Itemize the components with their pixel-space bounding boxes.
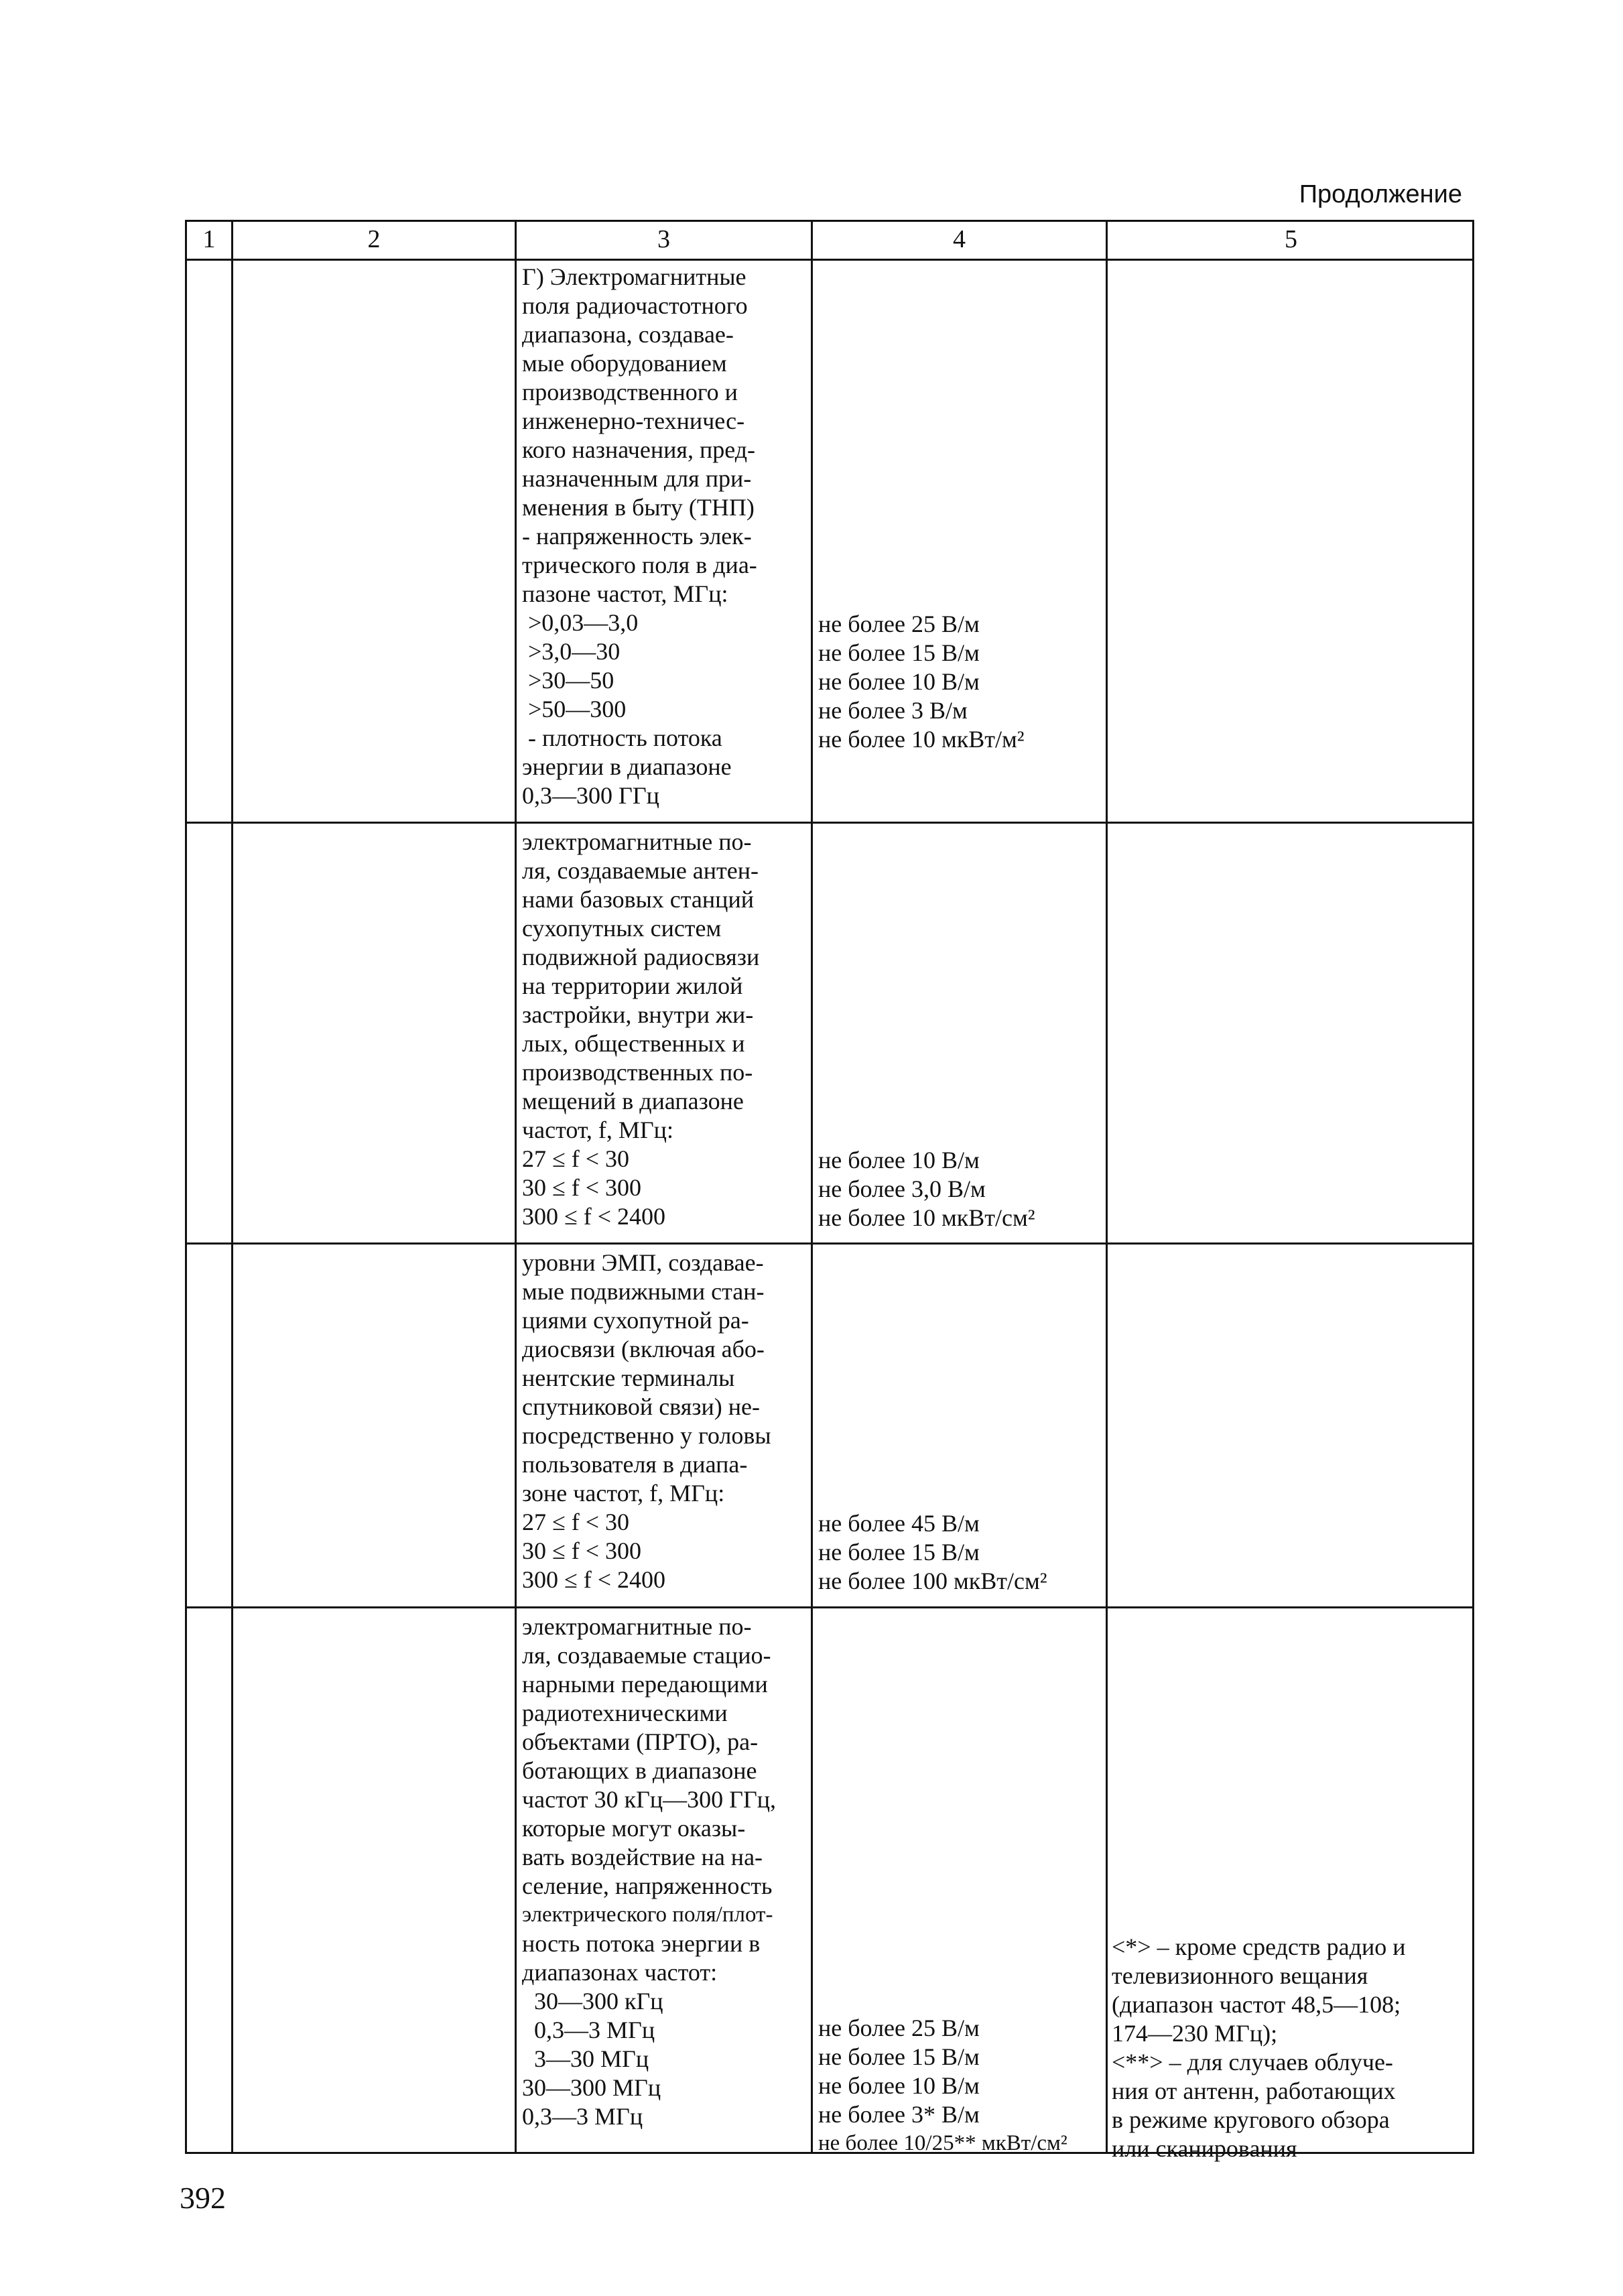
limit-value: не более 10 мкВт/см² xyxy=(818,1204,1035,1231)
description-line: ля, создаваемые антен- xyxy=(522,857,759,884)
frequency-range: 0,3—3 МГц xyxy=(522,2103,643,2130)
description-line: менения в быту (ТНП) xyxy=(522,494,755,521)
description-line: объектами (ПРТО), ра- xyxy=(522,1728,759,1755)
frequency-range: 30 ≤ f < 300 xyxy=(522,1537,642,1564)
description-line: электромагнитные по- xyxy=(522,828,752,855)
limit-value: не более 25 В/м xyxy=(818,2015,980,2041)
page-number: 392 xyxy=(180,2181,226,2215)
remark-line: (диапазон частот 48,5—108; xyxy=(1112,1991,1401,2018)
description-line: нарными передающими xyxy=(522,1671,768,1698)
description-line: электромагнитные по- xyxy=(522,1613,752,1640)
description-line: мые подвижными стан- xyxy=(522,1278,765,1305)
frequency-range: - плотность потока xyxy=(522,724,722,751)
description-line: сухопутных систем xyxy=(522,915,722,942)
description-line: производственных по- xyxy=(522,1059,753,1086)
description-line: диапазонах частот: xyxy=(522,1959,718,1986)
description-line: зоне частот, f, МГц: xyxy=(522,1480,725,1507)
description-line: лых, общественных и xyxy=(522,1030,745,1057)
description-line: поля радиочастотного xyxy=(522,292,748,319)
description-line: частот, f, МГц: xyxy=(522,1117,673,1143)
remark-line: или сканирования xyxy=(1112,2135,1297,2162)
description-line: на территории жилой xyxy=(522,972,743,999)
description-line: циями сухопутной ра- xyxy=(522,1307,749,1334)
frequency-range: 30 ≤ f < 300 xyxy=(522,1174,642,1201)
hazard-description xyxy=(517,1245,812,1594)
description-line: производственного и xyxy=(522,379,738,405)
frequency-range: >30—50 xyxy=(522,667,614,694)
remark-line: телевизионного вещания xyxy=(1112,1962,1368,1989)
description-line: застройки, внутри жи- xyxy=(522,1001,754,1028)
frequency-range: 30—300 кГц xyxy=(522,1988,663,2015)
frequency-range: >50—300 xyxy=(522,696,627,722)
frequency-range: >3,0—30 xyxy=(522,638,621,665)
limit-values xyxy=(813,2014,1107,2158)
frequency-range: 300 ≤ f < 2400 xyxy=(522,1566,666,1593)
description-line: ля, создаваемые стацио- xyxy=(522,1642,771,1669)
limit-value: не более 15 В/м xyxy=(818,639,980,666)
description-line: ботающих в диапазоне xyxy=(522,1757,757,1784)
description-line: инженерно-техничес- xyxy=(522,407,745,434)
remark-line: <*> – кроме средств радио и xyxy=(1112,1933,1406,1960)
description-line: ность потока энергии в xyxy=(522,1930,761,1957)
frequency-range: 30—300 МГц xyxy=(522,2074,661,2101)
description-line: Г) Электромагнитные xyxy=(522,263,746,290)
frequency-range: >0,03—3,0 xyxy=(522,609,639,636)
limit-value: не более 10 В/м xyxy=(818,668,980,695)
limit-value: не более 10 В/м xyxy=(818,1147,980,1173)
limit-value: не более 100 мкВт/см² xyxy=(818,1568,1047,1594)
frequency-range: 0,3—3 МГц xyxy=(522,2017,655,2043)
description-line: вать воздействие на на- xyxy=(522,1844,763,1870)
limit-values xyxy=(813,610,1107,754)
description-line: пользователя в диапа- xyxy=(522,1451,748,1478)
description-line: которые могут оказы- xyxy=(522,1815,746,1842)
description-line: радиотехническими xyxy=(522,1700,728,1726)
limit-value: не более 10 В/м xyxy=(818,2072,980,2099)
limit-value: не более 10/25** мкВт/см² xyxy=(818,2131,1067,2155)
description-line: - напряженность элек- xyxy=(522,523,752,550)
limit-value: не более 10 мкВт/м² xyxy=(818,726,1025,753)
frequency-range: 3—30 МГц xyxy=(522,2045,649,2072)
column-number-3: 3 xyxy=(657,225,670,253)
frequency-range: энергии в диапазоне xyxy=(522,753,732,780)
limit-value: не более 15 В/м xyxy=(818,1539,980,1566)
description-line: нами базовых станций xyxy=(522,886,754,913)
description-line: кого назначения, пред- xyxy=(522,436,756,463)
limit-value: не более 45 В/м xyxy=(818,1510,980,1537)
remark-line: 174—230 МГц); xyxy=(1112,2020,1278,2047)
description-line: трического поля в диа- xyxy=(522,552,757,578)
column-number-1: 1 xyxy=(202,225,216,253)
remark-line: <**> – для случаев облуче- xyxy=(1112,2049,1393,2076)
remark-line: в режиме кругового обзора xyxy=(1112,2106,1390,2133)
remark-line: ния от антенн, работающих xyxy=(1112,2078,1396,2104)
frequency-range: 0,3—300 ГГц xyxy=(522,782,659,809)
limit-value: не более 3,0 В/м xyxy=(818,1175,986,1202)
limit-values xyxy=(813,1509,1107,1596)
description-line: пазоне частот, МГц: xyxy=(522,580,728,607)
limit-value: не более 3* В/м xyxy=(818,2101,980,2128)
description-line: подвижной радиосвязи xyxy=(522,944,760,970)
column-number-5: 5 xyxy=(1285,225,1297,253)
continuation-label: Продолжение xyxy=(1299,180,1462,208)
limit-value: не более 15 В/м xyxy=(818,2043,980,2070)
norms-table xyxy=(185,220,1474,2162)
table-row xyxy=(187,259,1472,824)
column-number-2: 2 xyxy=(367,225,381,253)
description-line: мещений в диапазоне xyxy=(522,1088,744,1114)
limit-value: не более 25 В/м xyxy=(818,611,980,637)
description-line: назначенным для при- xyxy=(522,465,752,492)
hazard-description xyxy=(517,259,812,810)
column-number-4: 4 xyxy=(953,225,966,253)
description-line: мые оборудованием xyxy=(522,350,727,377)
limit-value: не более 3 В/м xyxy=(818,697,968,724)
limit-values xyxy=(813,1146,1107,1232)
description-line: селение, напряженность xyxy=(522,1872,773,1899)
remarks xyxy=(1108,1933,1474,2163)
frequency-range: 27 ≤ f < 30 xyxy=(522,1145,630,1172)
frequency-range: 27 ≤ f < 30 xyxy=(522,1509,630,1535)
description-line: диосвязи (включая або- xyxy=(522,1336,765,1362)
table-header-row xyxy=(187,222,1472,261)
frequency-range: 300 ≤ f < 2400 xyxy=(522,1203,666,1230)
description-line: посредственно у головы xyxy=(522,1422,771,1449)
description-line: электрического поля/плот- xyxy=(522,1903,773,1927)
table-row xyxy=(187,1245,1472,1608)
description-line: нентские терминалы xyxy=(522,1364,735,1391)
hazard-description xyxy=(517,824,812,1231)
description-line: диапазона, создавае- xyxy=(522,321,734,348)
table-row xyxy=(187,1608,1472,2162)
description-line: спутниковой связи) не- xyxy=(522,1393,760,1420)
description-line: уровни ЭМП, создавае- xyxy=(522,1249,764,1276)
description-line: частот 30 кГц—300 ГГц, xyxy=(522,1786,777,1813)
hazard-description xyxy=(517,1608,812,2131)
table-row xyxy=(187,824,1472,1245)
